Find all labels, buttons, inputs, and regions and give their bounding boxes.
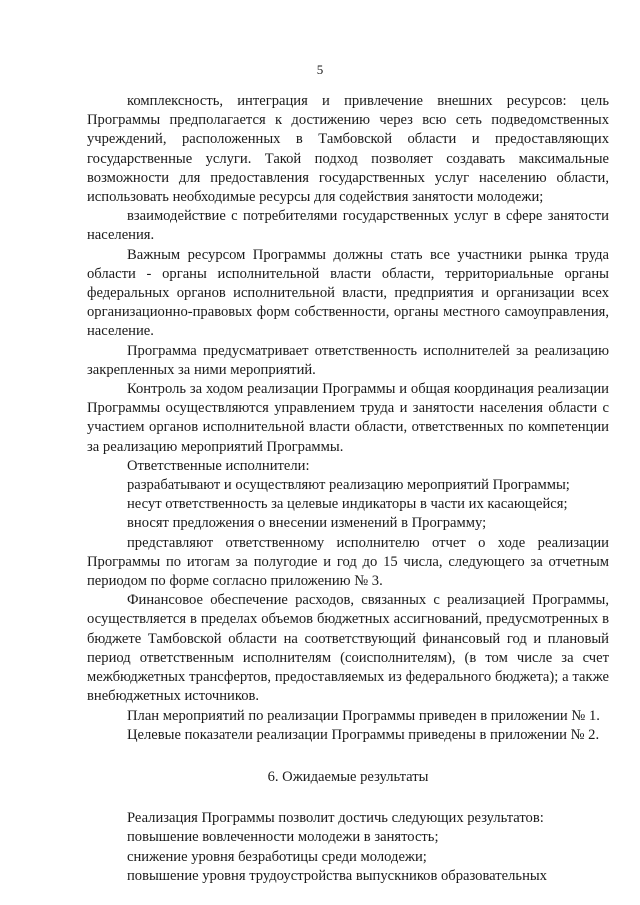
- paragraph-indicators-reference: Целевые показатели реализации Программы приведены в приложении № 2.: [127, 726, 600, 743]
- paragraph-resources: Важным ресурсом Программы должны стать все участники рынка труда области - органы исполнительной власти области, территориальные органы федеральных органов исполнительной власти, предприятия и организации всех организационно-правовых форм собственности, органы местного самоуправления, население.: [87, 246, 609, 340]
- paragraph-financing: Финансовое обеспечение расходов, связанных с реализацией Программы, осуществляется в пределах объемов бюджетных ассигнований, предусмотренных в бюджете Тамбовской области на соответствующий финансовый год и плановый период ответственным исполнителям (соисполнителям), (в том числе за счет межбюджетных трансфертов, предоставляемых из федерального бюджета); а также внебюджетных источников.: [87, 592, 609, 705]
- result-item-engagement: повышение вовлеченности молодежи в занятость;: [127, 829, 439, 846]
- results-intro: Реализация Программы позволит достичь следующих результатов:: [127, 810, 544, 827]
- paragraph-executors-heading: Ответственные исполнители:: [127, 457, 310, 474]
- paragraph-plan-reference: План мероприятий по реализации Программы приведен в приложении № 1.: [127, 707, 600, 724]
- paragraph-control: Контроль за ходом реализации Программы и общая координация реализации Программы осуществляются управлением труда и занятости населения области с участием органов исполнительной власти области, ответственных по компетенции за реализацию мероприятий Программы.: [87, 381, 609, 455]
- paragraph-integration: комплексность, интеграция и привлечение внешних ресурсов: цель Программы предполагается к достижению через всю сеть подведомственных учреждений, расположенных в Тамбовской области и предоставляющих государственные услуги. Такой подход позволяет создавать максимальные возможности для предоставления государственных услуг населению области, использовать необходимые ресурсы для содействия занятости молодежи;: [87, 93, 609, 206]
- document-body: [87, 92, 609, 886]
- list-item-indicators: несут ответственность за целевые индикаторы в части их касающейся;: [127, 496, 568, 513]
- section-title: 6. Ожидаемые результаты: [267, 768, 429, 785]
- result-item-unemployment: снижение уровня безработицы среди молодежи;: [127, 848, 427, 865]
- page-number: 5: [316, 62, 324, 77]
- paragraph-responsibility: Программа предусматривает ответственность исполнителей за реализацию закрепленных за ними мероприятий.: [87, 342, 609, 378]
- list-item-develop: разрабатывают и осуществляют реализацию мероприятий Программы;: [127, 477, 570, 494]
- list-item-proposals: вносят предложения о внесении изменений в Программу;: [127, 515, 487, 532]
- result-item-graduates: повышение уровня трудоустройства выпускников образовательных: [127, 867, 547, 884]
- paragraph-interaction: взаимодействие с потребителями государственных услуг в сфере занятости населения.: [87, 208, 609, 244]
- list-item-report: представляют ответственному исполнителю отчет о ходе реализации Программы по итогам за полугодие и год до 15 числа, следующего за отчетным периодом по форме согласно приложению № 3.: [87, 534, 609, 590]
